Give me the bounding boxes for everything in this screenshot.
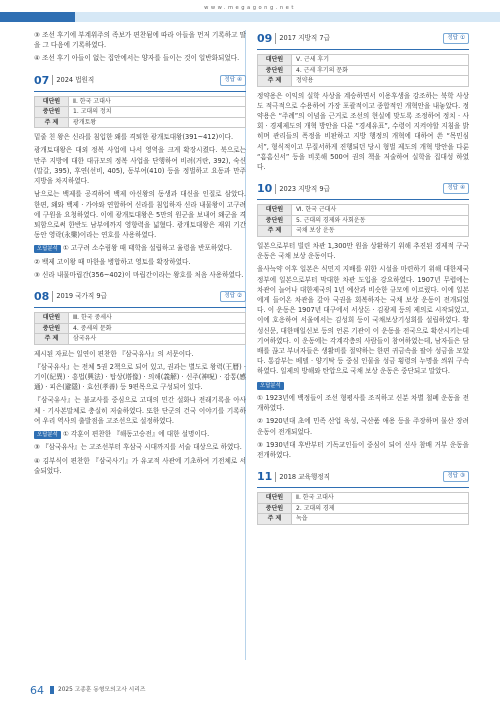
- info-table: [257, 54, 469, 87]
- table-row: [35, 96, 246, 107]
- table-key: 주 제: [258, 76, 292, 87]
- answer-badge: 정답 ②: [220, 291, 246, 302]
- info-table: [34, 312, 246, 345]
- explanation-text: 『삼국유사』는 전체 5권 2책으로 되어 있고, 권과는 별도로 왕력(王曆) · 기이(紀異) · 흥법(興法) · 탑상(塔像) · 의해(義解) · 신주(神呪) · 감통(感通) · 피은(避隱) · 효선(孝善) 등 9편목으로 구성되어 있다.: [34, 362, 246, 392]
- table-value: 4. 근세 후기의 문화: [292, 65, 469, 76]
- question-number: 09: [257, 32, 273, 45]
- question-number: 08: [34, 290, 50, 304]
- table-key: 대단원: [258, 55, 292, 66]
- table-value: Ⅵ. 한국 근대사: [292, 205, 469, 216]
- table-row: [258, 65, 469, 76]
- table-row: [35, 313, 246, 324]
- wrong-answer-tag: 오답분석: [257, 382, 284, 390]
- table-key: 대단원: [35, 313, 69, 324]
- table-row: [35, 334, 246, 345]
- note-line: ③ 신라 내물마립간(356~402)이 마립간이라는 왕호를 처음 사용하였다.: [34, 270, 244, 279]
- table-key: 주 제: [258, 226, 292, 237]
- question-source: 2017 지방직 7급: [275, 33, 443, 43]
- note-line: ③ 1930년대 후반부터 기독교인들이 중심이 되어 신사 참배 거부 운동을 전개하였다.: [257, 440, 469, 459]
- table-row: [258, 205, 469, 216]
- table-key: 대단원: [35, 96, 69, 107]
- note-text: ① 각훈이 편찬한 『해동고승전』에 대한 설명이다.: [62, 430, 210, 439]
- answer-badge: 정답 ④: [220, 75, 246, 86]
- explanation-text: 밑줄 친 왕은 신라를 침입한 왜를 격퇴한 광개토대왕(391~412)이다.: [34, 133, 234, 142]
- question-source: 2024 법원직: [52, 75, 220, 85]
- table-row: [258, 215, 469, 226]
- table-row: [258, 76, 469, 87]
- table-row: [258, 503, 469, 514]
- table-value: 2. 고대의 경제: [292, 503, 469, 514]
- question-09-header: [257, 30, 469, 50]
- note-line: ② 백제 고이왕 때 마한을 병합하고 영토를 확장하였다.: [34, 257, 191, 266]
- table-value: 삼국유사: [69, 334, 246, 345]
- table-value: 1. 고대의 정치: [69, 107, 246, 118]
- table-key: 중단원: [258, 65, 292, 76]
- answer-badge: 정답 ④: [443, 183, 469, 194]
- note-text: ① 고구려 소수림왕 때 태학을 설립하고 율령을 반포하였다.: [62, 244, 233, 253]
- table-key: 중단원: [258, 503, 292, 514]
- page-number: 64: [30, 683, 44, 697]
- page-footer: [30, 682, 145, 699]
- info-table: [34, 96, 246, 129]
- question-07-header: [34, 72, 246, 92]
- table-value: Ⅲ. 한국 중세사: [69, 313, 246, 324]
- question-08-header: [34, 288, 246, 308]
- explanation-text: 『삼국유사』는 불교사를 중심으로 고대의 민간 설화나 전래기록을 아사체 · 기사본말체로 충실히 저술하였다. 또한 단군의 건국 이야기를 기록하여 우리 역사의 출발점을 고조선으로 설정하였다.: [34, 396, 246, 425]
- intro-line: ④ 조선 후기 아들이 없는 집안에서는 양자를 들이는 것이 일반화되었다.: [34, 54, 240, 63]
- top-banner: [0, 12, 500, 22]
- left-column: [34, 30, 246, 479]
- table-value: 정약용: [292, 76, 469, 87]
- table-row: [35, 107, 246, 118]
- note-line: ③ 『삼국유사』는 고조선부터 후삼국 시대까지를 서술 대상으로 하였다.: [34, 443, 242, 452]
- note-line: ② 1920년대 초에 민족 산업 육성, 국산품 애용 등을 주장하며 물산 장려 운동이 전개되었다.: [257, 417, 469, 436]
- info-table: [257, 492, 469, 525]
- table-row: [258, 226, 469, 237]
- table-value: Ⅱ. 한국 고대사: [69, 96, 246, 107]
- right-column: [257, 30, 469, 529]
- table-value: 녹읍: [292, 514, 469, 525]
- question-source: 2019 국가직 9급: [52, 291, 220, 301]
- question-source: 2018 교육행정직: [275, 472, 443, 482]
- explanation-text: 일본으로부터 빌린 차관 1,300만 원을 상환하기 위해 추진된 경제적 구국 운동은 국채 보상 운동이다.: [257, 241, 469, 261]
- footer-title: 2025 고종훈 동형모의고사 시리즈: [58, 686, 146, 693]
- explanation-text: 광개토대왕은 대외 정복 사업에 나서 영역을 크게 확장시켰다. 북으로는 만주 지방에 대한 대규모의 정복 사업을 단행하여 비려(거란, 392), 숙신(말갈, 395), 후연(선비, 405), 동부여(410) 등을 정벌하고 요동과 만주 지방을 차지하였다.: [34, 146, 246, 186]
- note-line: [34, 243, 246, 253]
- table-key: 대단원: [258, 205, 292, 216]
- question-number: 10: [257, 182, 273, 196]
- table-value: Ⅱ. 한국 고대사: [292, 493, 469, 504]
- table-key: 중단원: [35, 323, 69, 334]
- table-key: 중단원: [35, 107, 69, 118]
- table-row: [258, 55, 469, 66]
- info-table: [257, 204, 469, 237]
- explanation-text: 남으로는 백제를 공격하여 백제 아신왕의 동생과 대신을 인질로 삼았다. 한편, 왜와 백제 · 가야와 연합하여 신라를 침입하자 신라 내물왕이 고구려에 구원을 요청하였다. 이에 광개토대왕은 5만의 원군을 보내어 왜군을 격퇴함으로써 한반도 남부에까지 영향력을 넓혔다. 광개토대왕은 재위 기간 동안 영락(永樂)이라는 연호를 사용하였다.: [34, 190, 246, 240]
- note-line: [257, 380, 469, 390]
- table-key: 주 제: [258, 514, 292, 525]
- table-value: 4. 중세의 문화: [69, 323, 246, 334]
- table-key: 중단원: [258, 215, 292, 226]
- table-key: 주 제: [35, 334, 69, 345]
- footer-accent: [50, 686, 54, 694]
- answer-badge: 정답 ③: [443, 471, 469, 482]
- explanation-text: 제시된 자료는 일연이 편찬한 『삼국유사』의 서문이다.: [34, 349, 194, 358]
- wrong-answer-tag: 오답분석: [34, 245, 61, 253]
- table-row: [35, 323, 246, 334]
- question-source: 2023 지방직 9급: [275, 184, 443, 194]
- table-key: 주 제: [35, 117, 69, 128]
- table-value: 국채 보상 운동: [292, 226, 469, 237]
- answer-badge: 정답 ①: [443, 33, 469, 44]
- question-number: 07: [34, 73, 50, 87]
- table-key: 대단원: [258, 493, 292, 504]
- question-11-header: [257, 468, 469, 488]
- note-line: ① 1923년에 백정들이 조선 형평사를 조직하고 신분 차별 철폐 운동을 전개하였다.: [257, 393, 469, 413]
- question-number: 11: [257, 470, 273, 484]
- table-value: 광개토왕: [69, 117, 246, 128]
- top-banner-accent: [0, 12, 75, 22]
- table-row: [35, 117, 246, 128]
- table-row: [258, 514, 469, 525]
- note-line: ④ 김부식이 편찬한 『삼국사기』가 유교적 사관에 기초하여 기전체로 서술되었다.: [34, 456, 246, 475]
- table-value: 5. 근대의 경제와 사회운동: [292, 215, 469, 226]
- explanation-text: 정약용은 이익의 실학 사상을 계승하면서 이용후생을 강조하는 북학 사상도 적극적으로 수용하여 가장 포괄적이고 종합적인 개혁안을 내놓았다. 정약용은 “주례”의 이념을 근거로 조선의 현실에 맞도록 조정하여 정치 · 사회 · 경제제도의 개혁 방안을 다룬 “경세유표”, 수령이 지켜야할 지침을 밝히며 관리들의 폭정을 비판하고 지방 행정의 개혁에 대하여 쓴 “목민심서”, 형식적이고 무질서하게 진행되던 당시 형벌 제도의 개혁 방안을 다룬 “흠흠신서” 등을 비롯해 500여 권의 책을 저술하여 실학을 집대성 하였다.: [257, 91, 469, 172]
- wrong-answer-tag: 오답분석: [34, 431, 61, 439]
- site-url: www.megagong.net: [204, 5, 296, 11]
- table-row: [258, 493, 469, 504]
- explanation-text: 을사늑약 이후 일본은 식민지 지배를 위한 시설을 마련하기 위해 대한제국 정부에 일본으로부터 막대한 차관 도입을 강요하였다. 1907년 무렵에는 차관이 늘어나 대한제국의 1년 예산과 비슷한 규모에 이르렀다. 이에 일본에게 들어온 차관을 갚아 국권을 회복하자는 국채 보상 운동이 전개되었다. 이 운동은 1907년 대구에서 서상돈 · 김광제 등의 제의로 시작되었고, 이에 호응하여 서울에서는 김성희 등이 국채보상기성회를 설립하였다. 황성신문, 대한매일신보 등의 언론 기관이 이 운동을 전국으로 확산시키는데 기여하였다. 이 운동에는 각계각층의 사람들이 참여하였는데, 남자들은 담배를 끊고 부녀자들은 생활비를 절약하는 한편 귀금속을 팔아 성금을 모았다. 통감부는 베델 · 양기탁 등 중심 인물을 성금 횡령의 누명을 씌워 구속하였다. 일제의 방해와 탄압으로 국채 보상 운동은 중단되고 말았다.: [257, 265, 469, 376]
- table-value: Ⅴ. 근세 후기: [292, 55, 469, 66]
- intro-line: ③ 조선 후기에 부계위주의 족보가 편찬됨에 따라 아들을 먼저 기록하고 딸을 그 다음에 기록하였다.: [34, 31, 246, 50]
- note-line: [34, 429, 246, 439]
- question-10-header: [257, 180, 469, 200]
